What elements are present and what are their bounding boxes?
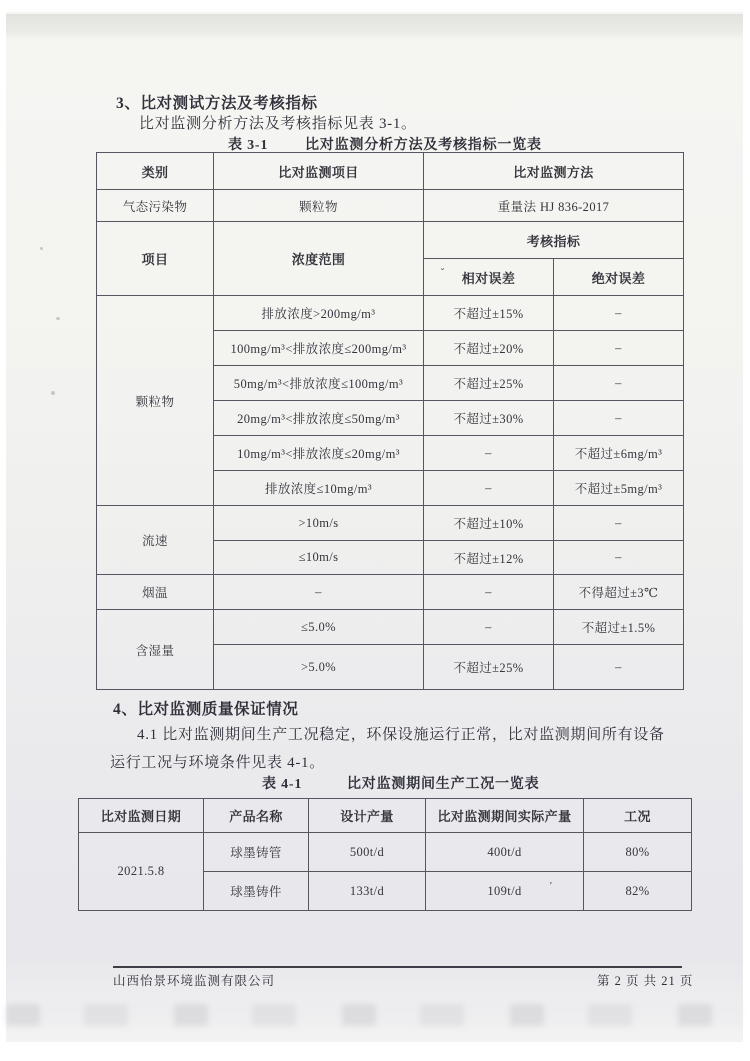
footer-page-number: 第 2 页 共 21 页	[597, 974, 694, 988]
t3-indicator-relative-cell	[424, 259, 554, 296]
footer-company: 山西怡景环境监测有限公司	[113, 974, 276, 988]
t3-row-relative: –	[424, 471, 554, 506]
t3-row-absolute: 不超过±1.5%	[554, 610, 684, 645]
t3-gaseous-category: 气态污染物	[97, 190, 214, 222]
table4-caption-title: 比对监测期间生产工况一览表	[347, 777, 540, 792]
t3-row-absolute: –	[554, 506, 684, 541]
section3-intro: 比对监测分析方法及考核指标见表 3-1。	[139, 116, 417, 132]
t4-head-product: 产品名称	[204, 799, 309, 833]
t3-indicator-range: 浓度范围	[214, 222, 424, 296]
table-4-1	[78, 798, 692, 911]
t4-date: 2021.5.8	[79, 833, 204, 911]
t3-row-absolute: 不得超过±3℃	[554, 575, 684, 610]
t3-row-relative: 不超过±10%	[424, 506, 554, 541]
t3-temp-label: 烟温	[97, 575, 214, 610]
scan-speck	[56, 317, 60, 320]
section4-paragraph-line1: 4.1 比对监测期间生产工况稳定，环保设施运行正常，比对监测期间所有设备	[137, 727, 665, 743]
t4-head-design: 设计产量	[309, 799, 426, 833]
table4-caption-label: 表 4-1	[262, 777, 303, 792]
t3-row-absolute: –	[554, 331, 684, 366]
t3-head-method: 比对监测方法	[424, 153, 684, 190]
t4-load: 82%	[584, 872, 692, 911]
t3-gaseous-method: 重量法 HJ 836-2017	[424, 190, 684, 222]
t3-row-absolute: 不超过±5mg/m³	[554, 471, 684, 506]
t3-row-range: 100mg/m³<排放浓度≤200mg/m³	[214, 331, 424, 366]
t4-design: 500t/d	[309, 833, 426, 872]
t3-row-range: 20mg/m³<排放浓度≤50mg/m³	[214, 401, 424, 436]
t4-head-actual: 比对监测期间实际产量	[426, 799, 584, 833]
section3-heading: 3、比对测试方法及考核指标	[116, 95, 318, 112]
table3-caption-title: 比对监测分析方法及考核指标一览表	[305, 138, 542, 153]
t3-row-range: >5.0%	[214, 645, 424, 690]
t3-flow-label: 流速	[97, 506, 214, 575]
t3-row-relative: 不超过±12%	[424, 541, 554, 575]
t4-product: 球墨铸件	[204, 872, 309, 911]
t3-row-range: >10m/s	[214, 506, 424, 541]
t3-row-relative: 不超过±30%	[424, 401, 554, 436]
table-3-1	[96, 152, 684, 690]
t4-load: 80%	[584, 833, 692, 872]
t4-head-date: 比对监测日期	[79, 799, 204, 833]
scan-speck	[51, 391, 55, 395]
t3-row-relative: –	[424, 436, 554, 471]
t3-humidity-label: 含湿量	[97, 610, 214, 690]
handwritten-tick-mark: ˇ	[440, 268, 446, 279]
t3-row-range: 排放浓度>200mg/m³	[214, 296, 424, 331]
t3-row-relative: –	[424, 610, 554, 645]
t3-row-absolute: 不超过±6mg/m³	[554, 436, 684, 471]
t3-row-range: 排放浓度≤10mg/m³	[214, 471, 424, 506]
t4-actual-cell	[426, 872, 584, 911]
t3-indicator-assess: 考核指标	[424, 222, 684, 259]
t4-head-load: 工况	[584, 799, 692, 833]
t3-row-range: 50mg/m³<排放浓度≤100mg/m³	[214, 366, 424, 401]
t3-row-range: –	[214, 575, 424, 610]
t3-row-relative: 不超过±15%	[424, 296, 554, 331]
t3-head-category: 类别	[97, 153, 214, 190]
t3-row-relative: 不超过±25%	[424, 366, 554, 401]
table3-caption-label: 表 3-1	[228, 138, 269, 153]
scan-speck	[40, 247, 43, 250]
t3-indicator-relative: 相对误差	[461, 270, 516, 286]
section4-heading: 4、比对监测质量保证情况	[113, 701, 299, 718]
t3-head-item: 比对监测项目	[214, 153, 424, 190]
footer-rule	[113, 966, 682, 968]
t3-row-absolute: –	[554, 541, 684, 575]
t4-actual: 400t/d	[426, 833, 584, 872]
t4-design: 133t/d	[309, 872, 426, 911]
t4-product: 球墨铸管	[204, 833, 309, 872]
scan-apostrophe-mark: ’	[548, 880, 553, 892]
t3-row-range: ≤5.0%	[214, 610, 424, 645]
t3-gaseous-item: 颗粒物	[214, 190, 424, 222]
t3-row-relative: 不超过±25%	[424, 645, 554, 690]
t3-row-range: 10mg/m³<排放浓度≤20mg/m³	[214, 436, 424, 471]
t3-particulate-label: 颗粒物	[97, 296, 214, 506]
t3-row-absolute: –	[554, 366, 684, 401]
t3-indicator-project: 项目	[97, 222, 214, 296]
t3-row-absolute: –	[554, 645, 684, 690]
t3-row-absolute: –	[554, 401, 684, 436]
section4-paragraph-line2: 运行工况与环境条件见表 4-1。	[110, 755, 325, 771]
t3-row-range: ≤10m/s	[214, 541, 424, 575]
t3-row-relative: –	[424, 575, 554, 610]
t3-row-relative: 不超过±20%	[424, 331, 554, 366]
t3-row-absolute: –	[554, 296, 684, 331]
t3-indicator-absolute: 绝对误差	[554, 259, 684, 296]
t4-actual: 109t/d	[487, 883, 522, 898]
